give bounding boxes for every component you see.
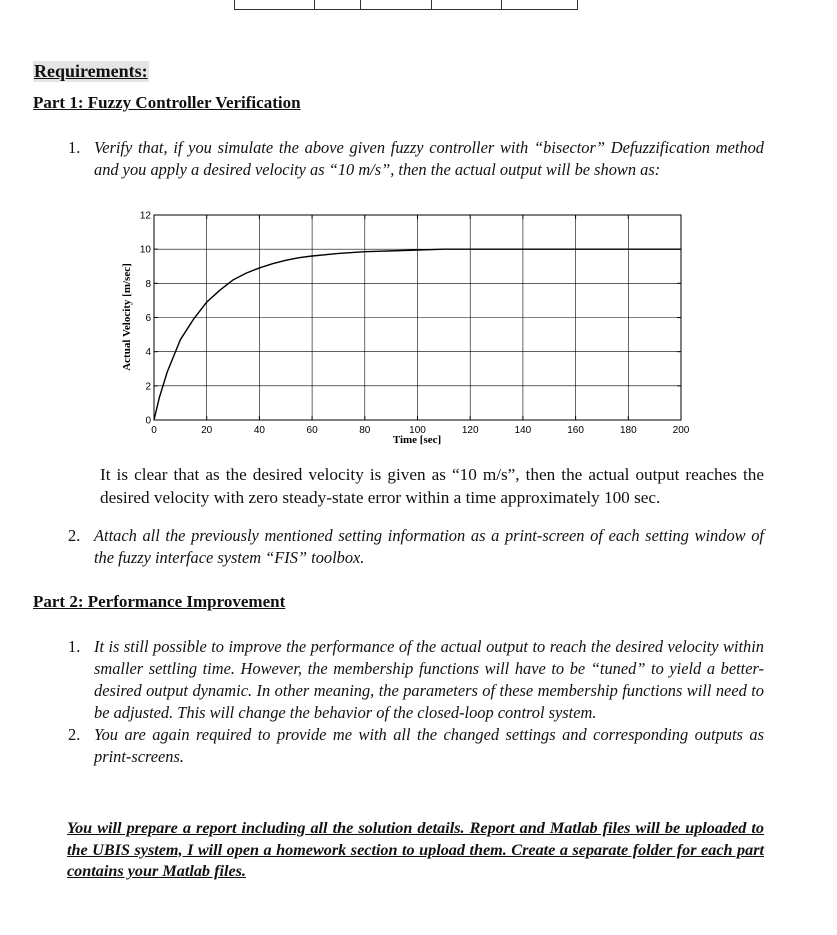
part1-heading: Part 1: Fuzzy Controller Verification [33, 93, 301, 112]
y-tick-labels [140, 211, 152, 427]
submission-note: You will prepare a report including all the solution details. Report and Matlab files will be uploaded to the UBIS system, I will open a homework section to upload them. Create a separate folder for each part contains your Matlab files. [67, 819, 764, 880]
chart-grid [154, 215, 681, 420]
part2-item-2 [68, 724, 764, 768]
x-tick-label: 80 [359, 425, 371, 436]
requirements-heading: Requirements: [34, 61, 148, 81]
x-tick-label: 140 [514, 425, 532, 436]
part1-item-1 [68, 137, 764, 181]
x-tick-label: 0 [151, 425, 157, 436]
y-tick-label: 12 [139, 210, 151, 222]
item-text: You are again required to provide me with all the changed settings and corresponding outputs as print-screens. [94, 725, 764, 766]
part2-heading: Part 2: Performance Improvement [33, 592, 286, 611]
y-tick-label: 0 [145, 415, 151, 427]
x-tick-label: 60 [306, 425, 318, 436]
y-tick-label: 8 [145, 278, 151, 290]
table-cell [361, 0, 432, 9]
y-tick-label: 2 [145, 381, 151, 393]
x-axis-label: Time [sec] [392, 434, 442, 446]
table-cell [432, 0, 503, 9]
item-number: 2. [68, 526, 81, 545]
item-number: 1. [68, 138, 81, 157]
y-axis-label: Actual Velocity [m/sec] [121, 263, 133, 371]
table-cell [235, 0, 315, 9]
velocity-chart [108, 205, 708, 450]
item-text: It is still possible to improve the performance of the actual output to reach the desired velocity within smaller settling time. However, the membership functions will have to be “tuned” to yield a better-desired output dynamic. In other meaning, the parameters of these membership functions will need to be adjusted. This will change the behavior of the closed-loop control system. [94, 637, 764, 722]
x-tick-label: 100 [409, 425, 426, 436]
part1-conclusion: It is clear that as the desired velocity is given as “10 m/s”, then the actual output reaches the desired velocity with zero steady-state error within a time approximately 100 sec. [100, 465, 764, 507]
x-tick-label: 120 [461, 425, 479, 436]
y-tick-label: 10 [139, 244, 151, 256]
part2-item-1 [68, 636, 764, 724]
item-number: 1. [68, 637, 81, 656]
x-tick-label: 200 [672, 425, 690, 436]
x-tick-label: 40 [253, 425, 265, 436]
part1-item-2 [68, 525, 764, 569]
item-text: Verify that, if you simulate the above given fuzzy controller with “bisector” Defuzzification method and you apply a desired velocity as “10 m/s”, then the actual output will be shown as: [94, 138, 764, 179]
table-cell [315, 0, 362, 9]
y-tick-label: 4 [145, 347, 151, 359]
item-text: Attach all the previously mentioned setting information as a print-screen of each setting window of the fuzzy interface system “FIS” toolbox. [94, 526, 764, 567]
x-tick-label: 20 [201, 425, 213, 436]
top-table-fragment [234, 0, 578, 10]
table-cell [502, 0, 577, 9]
item-number: 2. [68, 725, 81, 744]
y-tick-label: 6 [145, 313, 151, 324]
x-tick-label: 160 [567, 425, 584, 436]
x-tick-label: 180 [619, 425, 637, 436]
